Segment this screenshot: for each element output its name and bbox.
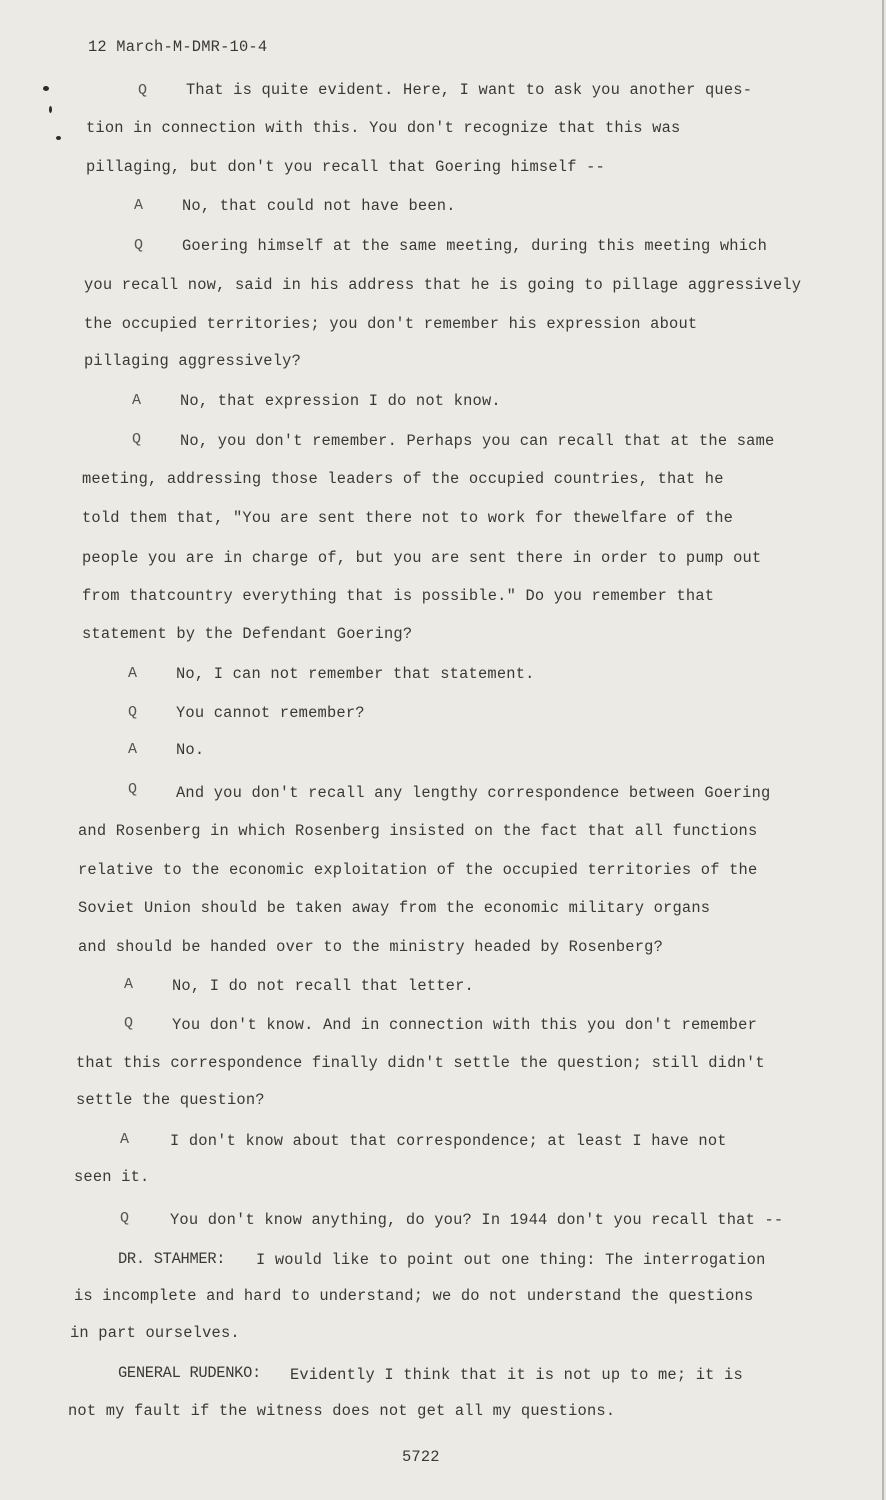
text-line: the occupied territories; you don't remember his expression about (84, 315, 698, 333)
speaker-rudenko: GENERAL RUDENKO: (118, 1364, 261, 1382)
text-line: tion in connection with this. You don't recognize that this was (86, 119, 681, 137)
page-number: 5722 (402, 1448, 440, 1466)
margin-mark (43, 86, 49, 91)
a-marker: A (120, 1131, 130, 1148)
text-line: I don't know about that correspondence; at least I have not (170, 1132, 727, 1150)
text-line: pillaging, but don't you recall that Goering himself -- (86, 158, 605, 176)
margin-mark (49, 106, 52, 113)
text-line: in part ourselves. (70, 1324, 240, 1342)
text-line: not my fault if the witness does not get all my questions. (68, 1402, 616, 1420)
text-line: Soviet Union should be taken away from the economic military organs (78, 899, 711, 917)
q-marker: Q (138, 82, 148, 99)
a-marker: A (128, 741, 138, 758)
text-line: No, that could not have been. (182, 197, 456, 215)
speaker-stahmer: DR. STAHMER: (118, 1250, 226, 1268)
text-line: settle the question? (76, 1091, 265, 1109)
q-marker: Q (124, 1015, 134, 1032)
text-line: You don't know anything, do you? In 1944 don't you recall that -- (170, 1211, 784, 1229)
q-marker: Q (128, 781, 138, 798)
text-line: people you are in charge of, but you are sent there in order to pump out (82, 549, 762, 567)
text-line: seen it. (74, 1168, 150, 1186)
text-line: No, I can not remember that statement. (176, 665, 535, 683)
q-marker: Q (134, 237, 144, 254)
text-line: No. (176, 741, 205, 759)
q-marker: Q (120, 1210, 130, 1227)
text-line: relative to the economic exploitation of the occupied territories of the (78, 861, 758, 879)
text-line: meeting, addressing those leaders of the occupied countries, that he (82, 470, 724, 488)
text-line: Evidently I think that it is not up to me; it is (290, 1366, 743, 1384)
a-marker: A (134, 197, 144, 214)
text-line: pillaging aggressively? (84, 352, 302, 370)
text-line: you recall now, said in his address that he is going to pillage aggressively (84, 276, 802, 294)
text-line: Goering himself at the same meeting, during this meeting which (182, 237, 768, 255)
text-line: No, that expression I do not know. (180, 392, 501, 410)
text-line: And you don't recall any lengthy correspondence between Goering (176, 784, 771, 802)
text-line: and Rosenberg in which Rosenberg insisted on the fact that all functions (78, 822, 758, 840)
page-header: 12 March-M-DMR-10-4 (88, 38, 268, 56)
text-line: You don't know. And in connection with this you don't remember (172, 1016, 758, 1034)
q-marker: Q (128, 704, 138, 721)
text-line: that this correspondence finally didn't settle the question; still didn't (76, 1054, 765, 1072)
text-line: is incomplete and hard to understand; we do not understand the questions (74, 1287, 754, 1305)
a-marker: A (128, 665, 138, 682)
text-line: No, I do not recall that letter. (172, 977, 474, 995)
a-marker: A (124, 976, 134, 993)
text-line: and should be handed over to the ministry headed by Rosenberg? (78, 938, 664, 956)
text-line: That is quite evident. Here, I want to ask you another ques- (186, 81, 753, 99)
text-line: I would like to point out one thing: The interrogation (256, 1251, 766, 1269)
q-marker: Q (132, 431, 142, 448)
text-line: statement by the Defendant Goering? (82, 625, 413, 643)
text-line: No, you don't remember. Perhaps you can recall that at the same (180, 432, 775, 450)
text-line: You cannot remember? (176, 704, 365, 722)
a-marker: A (132, 392, 142, 409)
margin-mark (56, 136, 61, 140)
text-line: from thatcountry everything that is possible." Do you remember that (82, 587, 715, 605)
text-line: told them that, "You are sent there not to work for thewelfare of the (82, 509, 734, 527)
